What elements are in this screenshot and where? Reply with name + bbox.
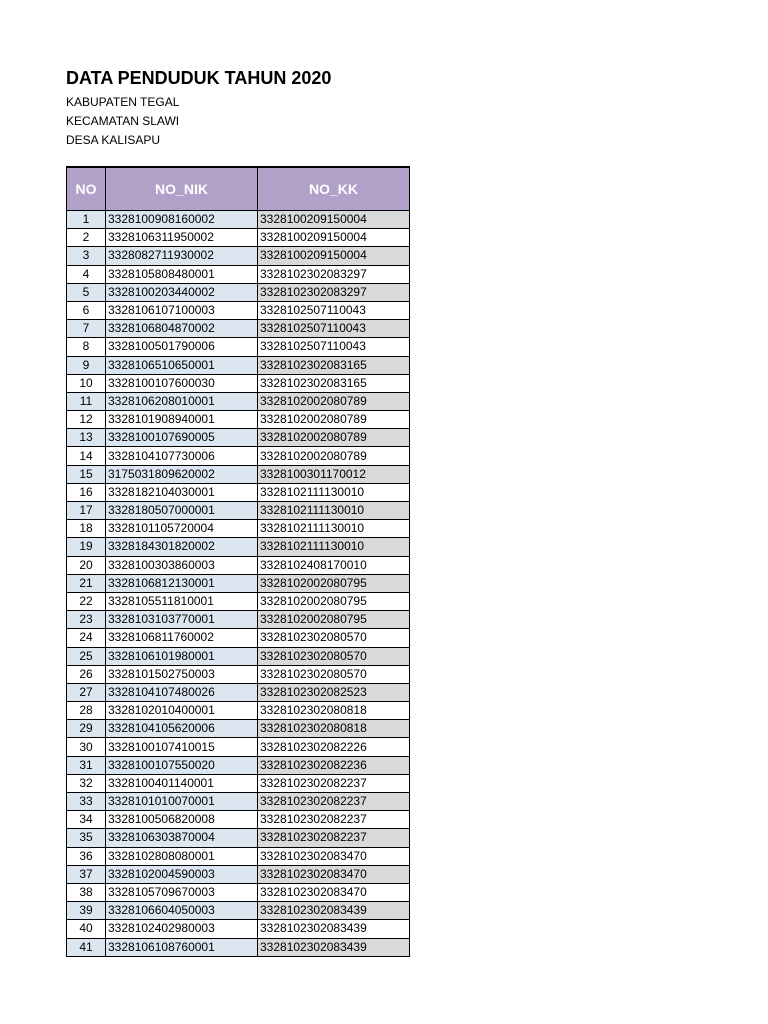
table-row xyxy=(67,392,410,410)
table-body xyxy=(67,211,410,957)
kk-cell: 3328102302083470 xyxy=(258,847,410,865)
kk-cell: 3328102302083439 xyxy=(258,902,410,920)
nik-cell: 3328106812130001 xyxy=(106,574,258,592)
kk-cell: 3328102111130010 xyxy=(258,483,410,501)
nik-cell: 3328101105720004 xyxy=(106,520,258,538)
table-row xyxy=(67,938,410,956)
kk-cell: 3328102408170010 xyxy=(258,556,410,574)
nik-cell: 3175031809620002 xyxy=(106,465,258,483)
row-number-cell: 35 xyxy=(67,829,106,847)
row-number-cell: 9 xyxy=(67,356,106,374)
kecamatan-label: KECAMATAN SLAWI xyxy=(66,114,180,128)
table-row xyxy=(67,211,410,229)
nik-cell: 3328106208010001 xyxy=(106,392,258,410)
kabupaten-label: KABUPATEN TEGAL xyxy=(66,95,180,109)
table-row xyxy=(67,829,410,847)
nik-cell: 3328100303860003 xyxy=(106,556,258,574)
table-row xyxy=(67,429,410,447)
kk-cell: 3328102111130010 xyxy=(258,502,410,520)
nik-cell: 3328100107410015 xyxy=(106,738,258,756)
nik-cell: 3328105511810001 xyxy=(106,592,258,610)
kk-cell: 3328102507110043 xyxy=(258,301,410,319)
table-row xyxy=(67,883,410,901)
desa-label: DESA KALISAPU xyxy=(66,133,161,147)
table-row xyxy=(67,738,410,756)
nik-cell: 3328105709670003 xyxy=(106,883,258,901)
table-row xyxy=(67,793,410,811)
column-header-kk: NO_KK xyxy=(258,167,410,211)
row-number-cell: 37 xyxy=(67,865,106,883)
nik-cell: 3328101908940001 xyxy=(106,411,258,429)
nik-cell: 3328106101980001 xyxy=(106,647,258,665)
kk-cell: 3328102507110043 xyxy=(258,320,410,338)
row-number-cell: 40 xyxy=(67,920,106,938)
nik-cell: 3328100107690005 xyxy=(106,429,258,447)
table-row xyxy=(67,374,410,392)
table-row xyxy=(67,447,410,465)
kk-cell: 3328102002080795 xyxy=(258,574,410,592)
kk-cell: 3328102302080570 xyxy=(258,665,410,683)
row-number-cell: 15 xyxy=(67,465,106,483)
row-number-cell: 36 xyxy=(67,847,106,865)
table-row xyxy=(67,265,410,283)
row-number-cell: 30 xyxy=(67,738,106,756)
kk-cell: 3328102302083297 xyxy=(258,283,410,301)
table-row xyxy=(67,774,410,792)
nik-cell: 3328182104030001 xyxy=(106,483,258,501)
kk-cell: 3328102002080789 xyxy=(258,429,410,447)
nik-cell: 3328104107730006 xyxy=(106,447,258,465)
nik-cell: 3328104105620006 xyxy=(106,720,258,738)
row-number-cell: 31 xyxy=(67,756,106,774)
kk-cell: 3328102002080795 xyxy=(258,611,410,629)
nik-cell: 3328100401140001 xyxy=(106,774,258,792)
column-header-nik: NO_NIK xyxy=(106,167,258,211)
row-number-cell: 33 xyxy=(67,793,106,811)
kk-cell: 3328102002080789 xyxy=(258,392,410,410)
row-number-cell: 4 xyxy=(67,265,106,283)
table-row xyxy=(67,556,410,574)
row-number-cell: 19 xyxy=(67,538,106,556)
nik-cell: 3328100908160002 xyxy=(106,211,258,229)
table-row xyxy=(67,665,410,683)
table-row xyxy=(67,483,410,501)
row-number-cell: 8 xyxy=(67,338,106,356)
kk-cell: 3328102302082237 xyxy=(258,774,410,792)
kk-cell: 3328102302082236 xyxy=(258,756,410,774)
kk-cell: 3328102302082237 xyxy=(258,829,410,847)
row-number-cell: 32 xyxy=(67,774,106,792)
table-row xyxy=(67,865,410,883)
nik-cell: 3328101010070001 xyxy=(106,793,258,811)
nik-cell: 3328100506820008 xyxy=(106,811,258,829)
kk-cell: 3328102302083297 xyxy=(258,265,410,283)
nik-cell: 3328106108760001 xyxy=(106,938,258,956)
nik-cell: 3328100203440002 xyxy=(106,283,258,301)
table-row xyxy=(67,811,410,829)
kk-cell: 3328102302082226 xyxy=(258,738,410,756)
table-row xyxy=(67,283,410,301)
row-number-cell: 21 xyxy=(67,574,106,592)
nik-cell: 3328102808080001 xyxy=(106,847,258,865)
row-number-cell: 26 xyxy=(67,665,106,683)
kk-cell: 3328102302083439 xyxy=(258,920,410,938)
row-number-cell: 41 xyxy=(67,938,106,956)
row-number-cell: 39 xyxy=(67,902,106,920)
nik-cell: 3328106604050003 xyxy=(106,902,258,920)
row-number-cell: 24 xyxy=(67,629,106,647)
row-number-cell: 11 xyxy=(67,392,106,410)
kk-cell: 3328102302080570 xyxy=(258,647,410,665)
table-header xyxy=(67,167,410,211)
table-row xyxy=(67,629,410,647)
kk-cell: 3328100209150004 xyxy=(258,247,410,265)
kk-cell: 3328102302080570 xyxy=(258,629,410,647)
row-number-cell: 38 xyxy=(67,883,106,901)
kk-cell: 3328102302083470 xyxy=(258,865,410,883)
header-row xyxy=(67,167,410,211)
kk-cell: 3328102302083165 xyxy=(258,356,410,374)
kk-cell: 3328102002080789 xyxy=(258,411,410,429)
row-number-cell: 17 xyxy=(67,502,106,520)
table-row xyxy=(67,538,410,556)
kk-cell: 3328102002080789 xyxy=(258,447,410,465)
row-number-cell: 34 xyxy=(67,811,106,829)
table-row xyxy=(67,338,410,356)
row-number-cell: 5 xyxy=(67,283,106,301)
nik-cell: 3328106303870004 xyxy=(106,829,258,847)
kk-cell: 3328102002080795 xyxy=(258,592,410,610)
table-row xyxy=(67,574,410,592)
kk-cell: 3328102302083439 xyxy=(258,938,410,956)
nik-cell: 3328106811760002 xyxy=(106,629,258,647)
table-row xyxy=(67,611,410,629)
row-number-cell: 18 xyxy=(67,520,106,538)
table-row xyxy=(67,720,410,738)
table-row xyxy=(67,247,410,265)
nik-cell: 3328100501790006 xyxy=(106,338,258,356)
row-number-cell: 25 xyxy=(67,647,106,665)
nik-cell: 3328102004590003 xyxy=(106,865,258,883)
row-number-cell: 29 xyxy=(67,720,106,738)
table-row xyxy=(67,520,410,538)
table-row xyxy=(67,411,410,429)
table-row xyxy=(67,702,410,720)
row-number-cell: 12 xyxy=(67,411,106,429)
nik-cell: 3328100107550020 xyxy=(106,756,258,774)
nik-cell: 3328102010400001 xyxy=(106,702,258,720)
table-row xyxy=(67,229,410,247)
table-row xyxy=(67,502,410,520)
nik-cell: 3328102402980003 xyxy=(106,920,258,938)
nik-cell: 3328104107480026 xyxy=(106,683,258,701)
nik-cell: 3328105808480001 xyxy=(106,265,258,283)
population-table xyxy=(66,166,410,957)
row-number-cell: 2 xyxy=(67,229,106,247)
kk-cell: 3328100209150004 xyxy=(258,229,410,247)
kk-cell: 3328102302082523 xyxy=(258,683,410,701)
row-number-cell: 27 xyxy=(67,683,106,701)
row-number-cell: 3 xyxy=(67,247,106,265)
kk-cell: 3328102302083165 xyxy=(258,374,410,392)
table-row xyxy=(67,647,410,665)
nik-cell: 3328106311950002 xyxy=(106,229,258,247)
kk-cell: 3328102302083470 xyxy=(258,883,410,901)
row-number-cell: 7 xyxy=(67,320,106,338)
row-number-cell: 13 xyxy=(67,429,106,447)
row-number-cell: 6 xyxy=(67,301,106,319)
table-row xyxy=(67,320,410,338)
row-number-cell: 28 xyxy=(67,702,106,720)
table-row xyxy=(67,301,410,319)
row-number-cell: 16 xyxy=(67,483,106,501)
kk-cell: 3328102302080818 xyxy=(258,702,410,720)
table-row xyxy=(67,683,410,701)
table-row xyxy=(67,465,410,483)
row-number-cell: 14 xyxy=(67,447,106,465)
nik-cell: 3328103103770001 xyxy=(106,611,258,629)
kk-cell: 3328102302082237 xyxy=(258,793,410,811)
kk-cell: 3328102507110043 xyxy=(258,338,410,356)
kk-cell: 3328100301170012 xyxy=(258,465,410,483)
row-number-cell: 23 xyxy=(67,611,106,629)
kk-cell: 3328102111130010 xyxy=(258,538,410,556)
row-number-cell: 1 xyxy=(67,211,106,229)
nik-cell: 3328106804870002 xyxy=(106,320,258,338)
nik-cell: 3328106107100003 xyxy=(106,301,258,319)
kk-cell: 3328100209150004 xyxy=(258,211,410,229)
table-row xyxy=(67,756,410,774)
column-header-no: NO xyxy=(67,167,106,211)
table-row xyxy=(67,356,410,374)
table-row xyxy=(67,592,410,610)
nik-cell: 3328101502750003 xyxy=(106,665,258,683)
row-number-cell: 22 xyxy=(67,592,106,610)
kk-cell: 3328102302080818 xyxy=(258,720,410,738)
nik-cell: 3328100107600030 xyxy=(106,374,258,392)
document-title: DATA PENDUDUK TAHUN 2020 xyxy=(66,68,332,88)
row-number-cell: 20 xyxy=(67,556,106,574)
table-row xyxy=(67,847,410,865)
nik-cell: 3328180507000001 xyxy=(106,502,258,520)
kk-cell: 3328102302082237 xyxy=(258,811,410,829)
kk-cell: 3328102111130010 xyxy=(258,520,410,538)
table-row xyxy=(67,920,410,938)
nik-cell: 3328184301820002 xyxy=(106,538,258,556)
row-number-cell: 10 xyxy=(67,374,106,392)
nik-cell: 3328106510650001 xyxy=(106,356,258,374)
nik-cell: 3328082711930002 xyxy=(106,247,258,265)
table-row xyxy=(67,902,410,920)
